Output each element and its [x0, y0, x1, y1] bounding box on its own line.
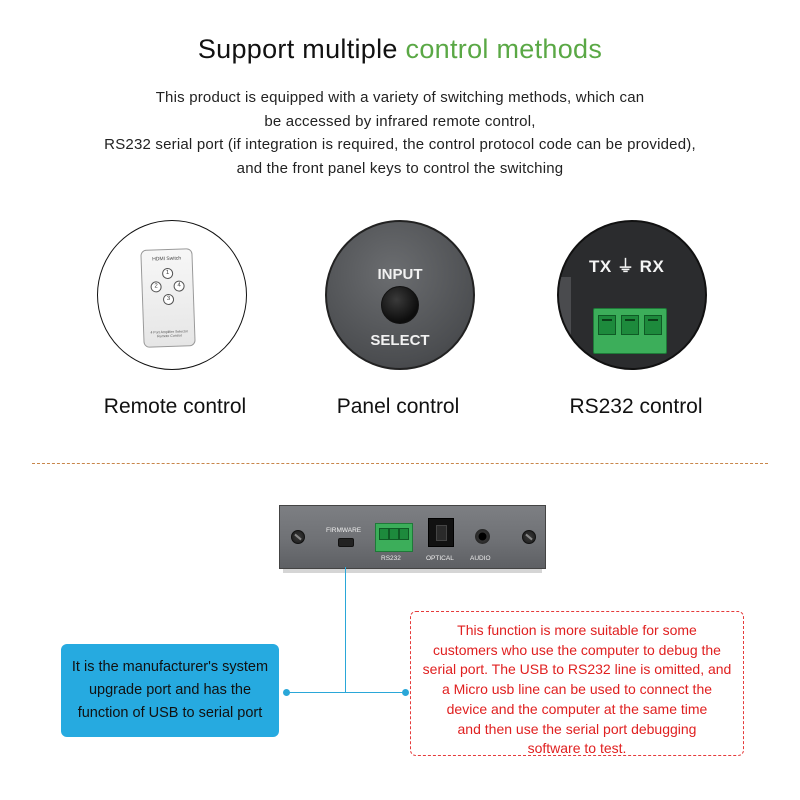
title-highlight: control methods: [405, 34, 603, 64]
title-prefix: Support multiple: [197, 34, 406, 64]
callout-dot-right: [402, 689, 409, 696]
device-reflection: [283, 569, 542, 573]
remote-icon: [140, 248, 195, 348]
rs232-control-caption: RS232 control: [569, 395, 703, 418]
usb-serial-note: [410, 611, 744, 756]
optical-port-icon: [428, 518, 454, 547]
intro-paragraph: [0, 86, 800, 180]
select-knob-icon: [381, 286, 419, 324]
note-line: software to test.: [527, 740, 627, 757]
remote-button: 2: [150, 281, 161, 292]
callout-line-horizontal: [287, 692, 405, 693]
device-panel-photo: [279, 505, 546, 569]
intro-line: and the front panel keys to control the switching: [236, 159, 564, 177]
screw-icon: [291, 530, 305, 544]
intro-line: be accessed by infrared remote control,: [264, 112, 536, 130]
screw-icon: [522, 530, 536, 544]
callout-dot-left: [283, 689, 290, 696]
firmware-label: FIRMWARE: [326, 527, 362, 534]
callout-line-vertical: [345, 567, 346, 692]
rs232-terminal-icon: [375, 523, 413, 552]
micro-usb-port-icon: [338, 538, 354, 547]
rs232-tx-rx-label: TX ⏚ RX: [589, 257, 665, 276]
note-line: upgrade port and has the: [88, 682, 252, 698]
terminal-block-icon: [593, 308, 667, 354]
note-line: device and the computer at the same time: [446, 700, 708, 717]
section-divider: [32, 463, 768, 464]
note-line: and then use the serial port debugging: [457, 720, 697, 737]
note-line: customers who use the computer to debug the: [433, 641, 721, 658]
audio-jack-icon: [475, 529, 490, 544]
intro-line: This product is equipped with a variety of switching methods, which can: [155, 89, 645, 106]
panel-control-caption: Panel control: [336, 395, 460, 418]
firmware-port-note: [61, 644, 279, 737]
note-line: a Micro usb line can be used to connect the: [441, 681, 713, 698]
rs232-port-label: RS232: [381, 555, 401, 562]
remote-control-caption: Remote control: [103, 395, 247, 418]
panel-edge: [557, 277, 571, 357]
remote-button: 4: [173, 280, 184, 291]
audio-port-label: AUDIO: [470, 555, 491, 562]
page-title: [0, 34, 800, 65]
note-line: function of USB to serial port: [77, 705, 263, 721]
remote-control-photo: [97, 220, 247, 370]
rs232-control-photo: [557, 220, 707, 370]
panel-select-label: SELECT: [370, 332, 430, 349]
remote-button: 1: [162, 268, 173, 279]
remote-title: HDMI Switch: [152, 255, 182, 263]
optical-port-label: OPTICAL: [426, 555, 454, 562]
panel-control-photo: [325, 220, 475, 370]
remote-button: 3: [163, 294, 174, 305]
note-line: It is the manufacturer's system: [71, 659, 269, 675]
note-line: This function is more suitable for some: [457, 622, 697, 638]
note-line: serial port. The USB to RS232 line is omitted, and: [422, 661, 732, 678]
panel-input-label: INPUT: [377, 266, 423, 283]
remote-footer: 4 Port Amplifier Selector Remote Control: [150, 329, 189, 339]
intro-line: RS232 serial port (if integration is required, the control protocol code can be provided),: [104, 136, 696, 153]
